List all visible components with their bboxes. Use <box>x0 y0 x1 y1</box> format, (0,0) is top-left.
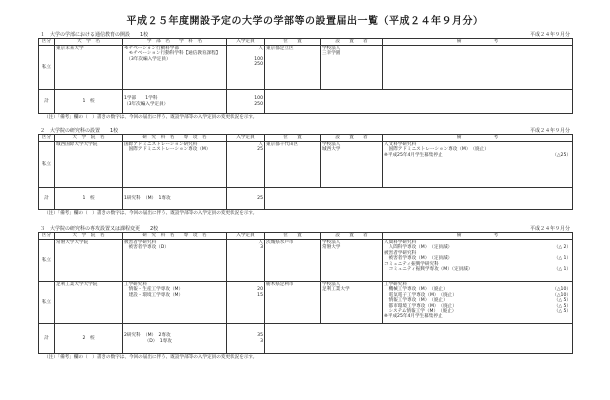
cell-founder: 学校法人 三幸学園 <box>321 46 383 90</box>
cell-department: モチベーション行動科学部 モチベーション行動科学科【通信教育課程】 （3年次編入学定員） <box>123 46 227 90</box>
col-founder: 設 置 者 <box>321 233 383 240</box>
table-row <box>39 46 573 90</box>
cell-founder: 学校法人 常磐大学 <box>321 240 383 282</box>
table-row <box>39 282 573 324</box>
cell-notes: 人間科学研究科 人間科学専攻（M） （定員減） （△ 2） 被害者学研究科 被害者学専攻（M） （定員減） （△ 1） コミュニティ振興学研究科 コミュニティ振興学専攻（M）（定員減） （△ 1） <box>383 240 573 282</box>
section-date: 平成２４年９月分 <box>529 226 570 232</box>
col-location: 位 置 <box>265 39 321 46</box>
total-blank <box>265 90 573 114</box>
col-capacity: 入学定員 <box>227 135 265 142</box>
section-3 <box>38 225 572 362</box>
cell-capacity: 20 15 <box>227 282 265 324</box>
total-capacity: 25 <box>227 188 265 210</box>
col-location: 位 置 <box>265 233 321 240</box>
footnote: （注）「備考」欄の（ ）書きの数字は、今回の届出に伴う、既設学部等の入学定員の変更状況を示す。 <box>44 355 258 360</box>
col-department: 学 部 名 学 科 名 <box>123 39 227 46</box>
table-total-row <box>39 324 573 354</box>
cell-location: 東京都千代田区 <box>265 142 321 188</box>
section-heading: ２ 大学院の研究科の設置 1校 <box>40 128 119 134</box>
cell-kubun: 私立 <box>39 240 55 282</box>
table-total-row <box>39 90 573 114</box>
footnote: （注）「備考」欄の（ ）書きの数字は、今回の届出に伴う、既設学部等の入学定員の変更状況を示す。 <box>44 211 258 216</box>
cell-department: 工学研究科 情報・生産工学専攻（M） 建設・環境工学専攻（M） <box>123 282 227 324</box>
cell-kubun: 私立 <box>39 282 55 324</box>
cell-department: 国際アドミニストレーション研究科 国際アドミニストレーション専攻（M） <box>123 142 227 188</box>
table-header-row <box>39 233 573 240</box>
total-count: 1 校 <box>55 90 123 114</box>
cell-kubun: 私立 <box>39 142 55 188</box>
page-title: 平成２５年度開設予定の大学の学部等の設置届出一覧（平成２４年９月分） <box>126 16 484 27</box>
table-header-row <box>39 39 573 46</box>
section-2 <box>38 127 572 218</box>
total-department: 1学部 1学科 （3年次編入学定員） <box>123 90 227 114</box>
col-kubun: 区分 <box>39 135 55 142</box>
total-blank <box>265 324 573 354</box>
table-section-3 <box>38 232 573 354</box>
total-capacity: 35 3 <box>227 324 265 354</box>
cell-location: 栃木県足利市 <box>265 282 321 324</box>
col-capacity: 入学定員 <box>227 233 265 240</box>
table-row <box>39 240 573 282</box>
col-notes: 備 考 <box>383 39 573 46</box>
table-section-2 <box>38 134 573 210</box>
table-row <box>39 142 573 188</box>
table-header-row <box>39 135 573 142</box>
col-location: 位 置 <box>265 135 321 142</box>
col-notes: 備 考 <box>383 233 573 240</box>
col-university: 大 学 院 名 <box>55 233 123 240</box>
cell-founder: 学校法人 城西大学 <box>321 142 383 188</box>
col-department: 研 究 科 名 専 攻 名 <box>123 135 227 142</box>
col-university: 大 学 名 <box>55 39 123 46</box>
footnote: （注）「備考」欄の（ ）書きの数字は、今回の届出に伴う、既設学部等の入学定員の変更状況を示す。 <box>44 115 258 120</box>
cell-university: 城西国際大学大学院 <box>55 142 123 188</box>
total-label: 計 <box>39 324 55 354</box>
cell-department: 被害者学研究科 被害者学専攻（D） <box>123 240 227 282</box>
total-blank <box>265 188 573 210</box>
section-date: 平成２４年９月分 <box>529 32 570 38</box>
cell-kubun: 私立 <box>39 46 55 90</box>
col-university: 大 学 院 名 <box>55 135 123 142</box>
cell-location: 茨城県水戸市 <box>265 240 321 282</box>
cell-notes <box>383 46 573 90</box>
total-label: 計 <box>39 188 55 210</box>
cell-university: 東京未来大学 <box>55 46 123 90</box>
total-count: 2 校 <box>55 324 123 354</box>
table-total-row <box>39 188 573 210</box>
col-kubun: 区分 <box>39 233 55 240</box>
total-capacity: 100 250 <box>227 90 265 114</box>
cell-location: 東京都足立区 <box>265 46 321 90</box>
total-department: 2研究科 （M） 2専攻 （D） 1専攻 <box>123 324 227 354</box>
total-department: 1研究科 （M） 1専攻 <box>123 188 227 210</box>
section-date: 平成２４年９月分 <box>529 128 570 134</box>
section-1 <box>38 31 572 122</box>
section-heading: １ 大学の学部における通信教育の開設 1校 <box>40 32 149 38</box>
col-notes: 備 考 <box>383 135 573 142</box>
section-heading: ３ 大学院の研究科の専攻設置又は課程変更 2校 <box>40 226 159 232</box>
col-department: 研 究 科 名 専 攻 名 <box>123 233 227 240</box>
total-count: 1 校 <box>55 188 123 210</box>
cell-university: 常磐大学大学院 <box>55 240 123 282</box>
total-label: 計 <box>39 90 55 114</box>
cell-capacity: 人 100 250 <box>227 46 265 90</box>
cell-capacity: 人 3 <box>227 240 265 282</box>
table-section-1 <box>38 38 573 114</box>
col-kubun: 区分 <box>39 39 55 46</box>
cell-university: 足利工業大学大学院 <box>55 282 123 324</box>
col-founder: 設 置 者 <box>321 135 383 142</box>
cell-founder: 学校法人 足利工業大学 <box>321 282 383 324</box>
cell-notes: 工学研究科 機械工学専攻（M） （廃止） （△10） 電気電子工学専攻（M） （廃止） （△10） 情報工学専攻（M） （廃止） （△ 5） 都市環境工学専攻（M） （廃止） （△ 5） システム情報工学（M） （廃止） （△ 5） ※平成25年4月学生募集停止 <box>383 282 573 324</box>
col-capacity: 入学定員 <box>227 39 265 46</box>
cell-notes: 人文科学研究科 国際アドミニストレーション専攻（M） （廃止） ※平成25年4月学生募集停止 （△25） <box>383 142 573 188</box>
cell-capacity: 人 25 <box>227 142 265 188</box>
col-founder: 設 置 者 <box>321 39 383 46</box>
